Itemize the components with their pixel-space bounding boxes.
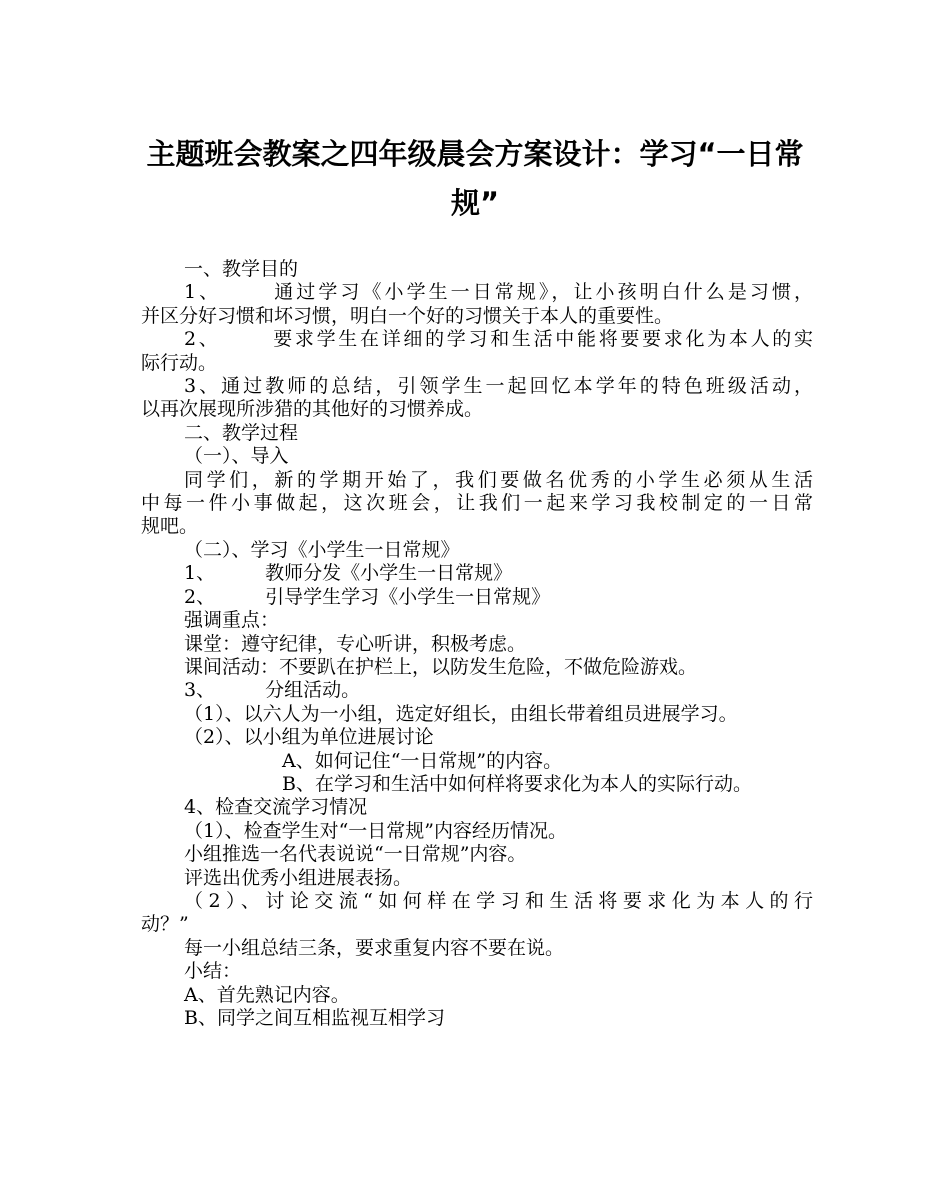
paragraph-line [141, 679, 813, 702]
title-line-2: 规” [450, 186, 500, 220]
paragraph-line: （2）、以小组为单位进展讨论 [184, 726, 434, 749]
paragraph-line: 强调重点： [184, 609, 280, 632]
paragraph-line: 规吧。 [141, 515, 199, 538]
paragraph-line: 际行动。 [141, 351, 218, 374]
list-text: 引导学生学习《小学生一日常规》 [265, 585, 551, 608]
list-number: 2、 [184, 328, 221, 351]
paragraph-line: 小组推选一名代表说说“一日常规”内容。 [184, 843, 527, 866]
title-line-1: 主题班会教案之四年级晨会方案设计：学习“一日常 [146, 137, 804, 171]
subsection-heading: （二）、学习《小学生一日常规》 [184, 538, 460, 561]
paragraph-line: 每一小组总结三条，要求重复内容不要在说。 [184, 936, 565, 959]
subsection-heading: （一）、导入 [184, 445, 289, 468]
paragraph-line: （1）、以六人为一小组，选定好组长，由组长带着组员进展学习。 [184, 702, 738, 725]
paragraph-line: 以再次展现所涉猎的其他好的习惯养成。 [141, 398, 484, 421]
document-body [141, 258, 813, 1030]
paragraph-line: 中每一件小事做起，这次班会，让我们一起来学习我校制定的一日常 [141, 492, 813, 515]
list-number: 2、 [184, 585, 216, 608]
paragraph-line: B、同学之间互相监视互相学习 [184, 1007, 445, 1029]
section-heading: 二、教学过程 [184, 421, 299, 444]
document-title [140, 130, 810, 228]
list-text: 分组活动。 [265, 679, 361, 702]
paragraph-line: 并区分好习惯和坏习惯，明白一个好的习惯关于本人的重要性。 [141, 304, 674, 327]
paragraph-line [141, 562, 813, 585]
paragraph-line: 小结： [184, 960, 242, 983]
paragraph-line: 3、通过教师的总结，引领学生一起回忆本学年的特色班级活动， [184, 375, 813, 398]
paragraph-line: 课堂：遵守纪律，专心听讲，积极考虑。 [184, 632, 527, 655]
paragraph-line [141, 328, 813, 351]
list-text: 教师分发《小学生一日常规》 [265, 562, 513, 585]
paragraph-line [141, 586, 813, 609]
paragraph-line: B、在学习和生活中如何样将要求化为本人的实际行动。 [282, 772, 752, 795]
list-text: 要求学生在详细的学习和生活中能将要要求化为本人的实 [270, 328, 813, 351]
list-number: 3、 [184, 679, 216, 702]
paragraph-line: 课间活动：不要趴在护栏上，以防发生危险，不做危险游戏。 [184, 655, 698, 678]
paragraph-line: 动？” [141, 913, 189, 936]
paragraph-line [141, 281, 813, 304]
list-number: 1、 [184, 281, 222, 304]
paragraph-line: 评选出优秀小组进展表扬。 [184, 866, 413, 889]
paragraph-line: （2）、讨论交流“如何样在学习和生活将要求化为本人的行 [184, 889, 813, 912]
paragraph-line: 同学们，新的学期开始了，我们要做名优秀的小学生必须从生活 [184, 468, 813, 491]
section-heading: 一、教学目的 [184, 258, 299, 280]
paragraph-line: 4、检查交流学习情况 [184, 796, 368, 819]
paragraph-line: A、如何记住“一日常规”的内容。 [282, 749, 563, 772]
paragraph-line: A、首先熟记内容。 [184, 983, 350, 1006]
list-text: 通过学习《小学生一日常规》，让小孩明白什么是习惯， [271, 281, 813, 304]
list-number: 1、 [184, 562, 216, 585]
paragraph-line: （1）、检查学生对“一日常规”内容经历情况。 [184, 819, 568, 842]
